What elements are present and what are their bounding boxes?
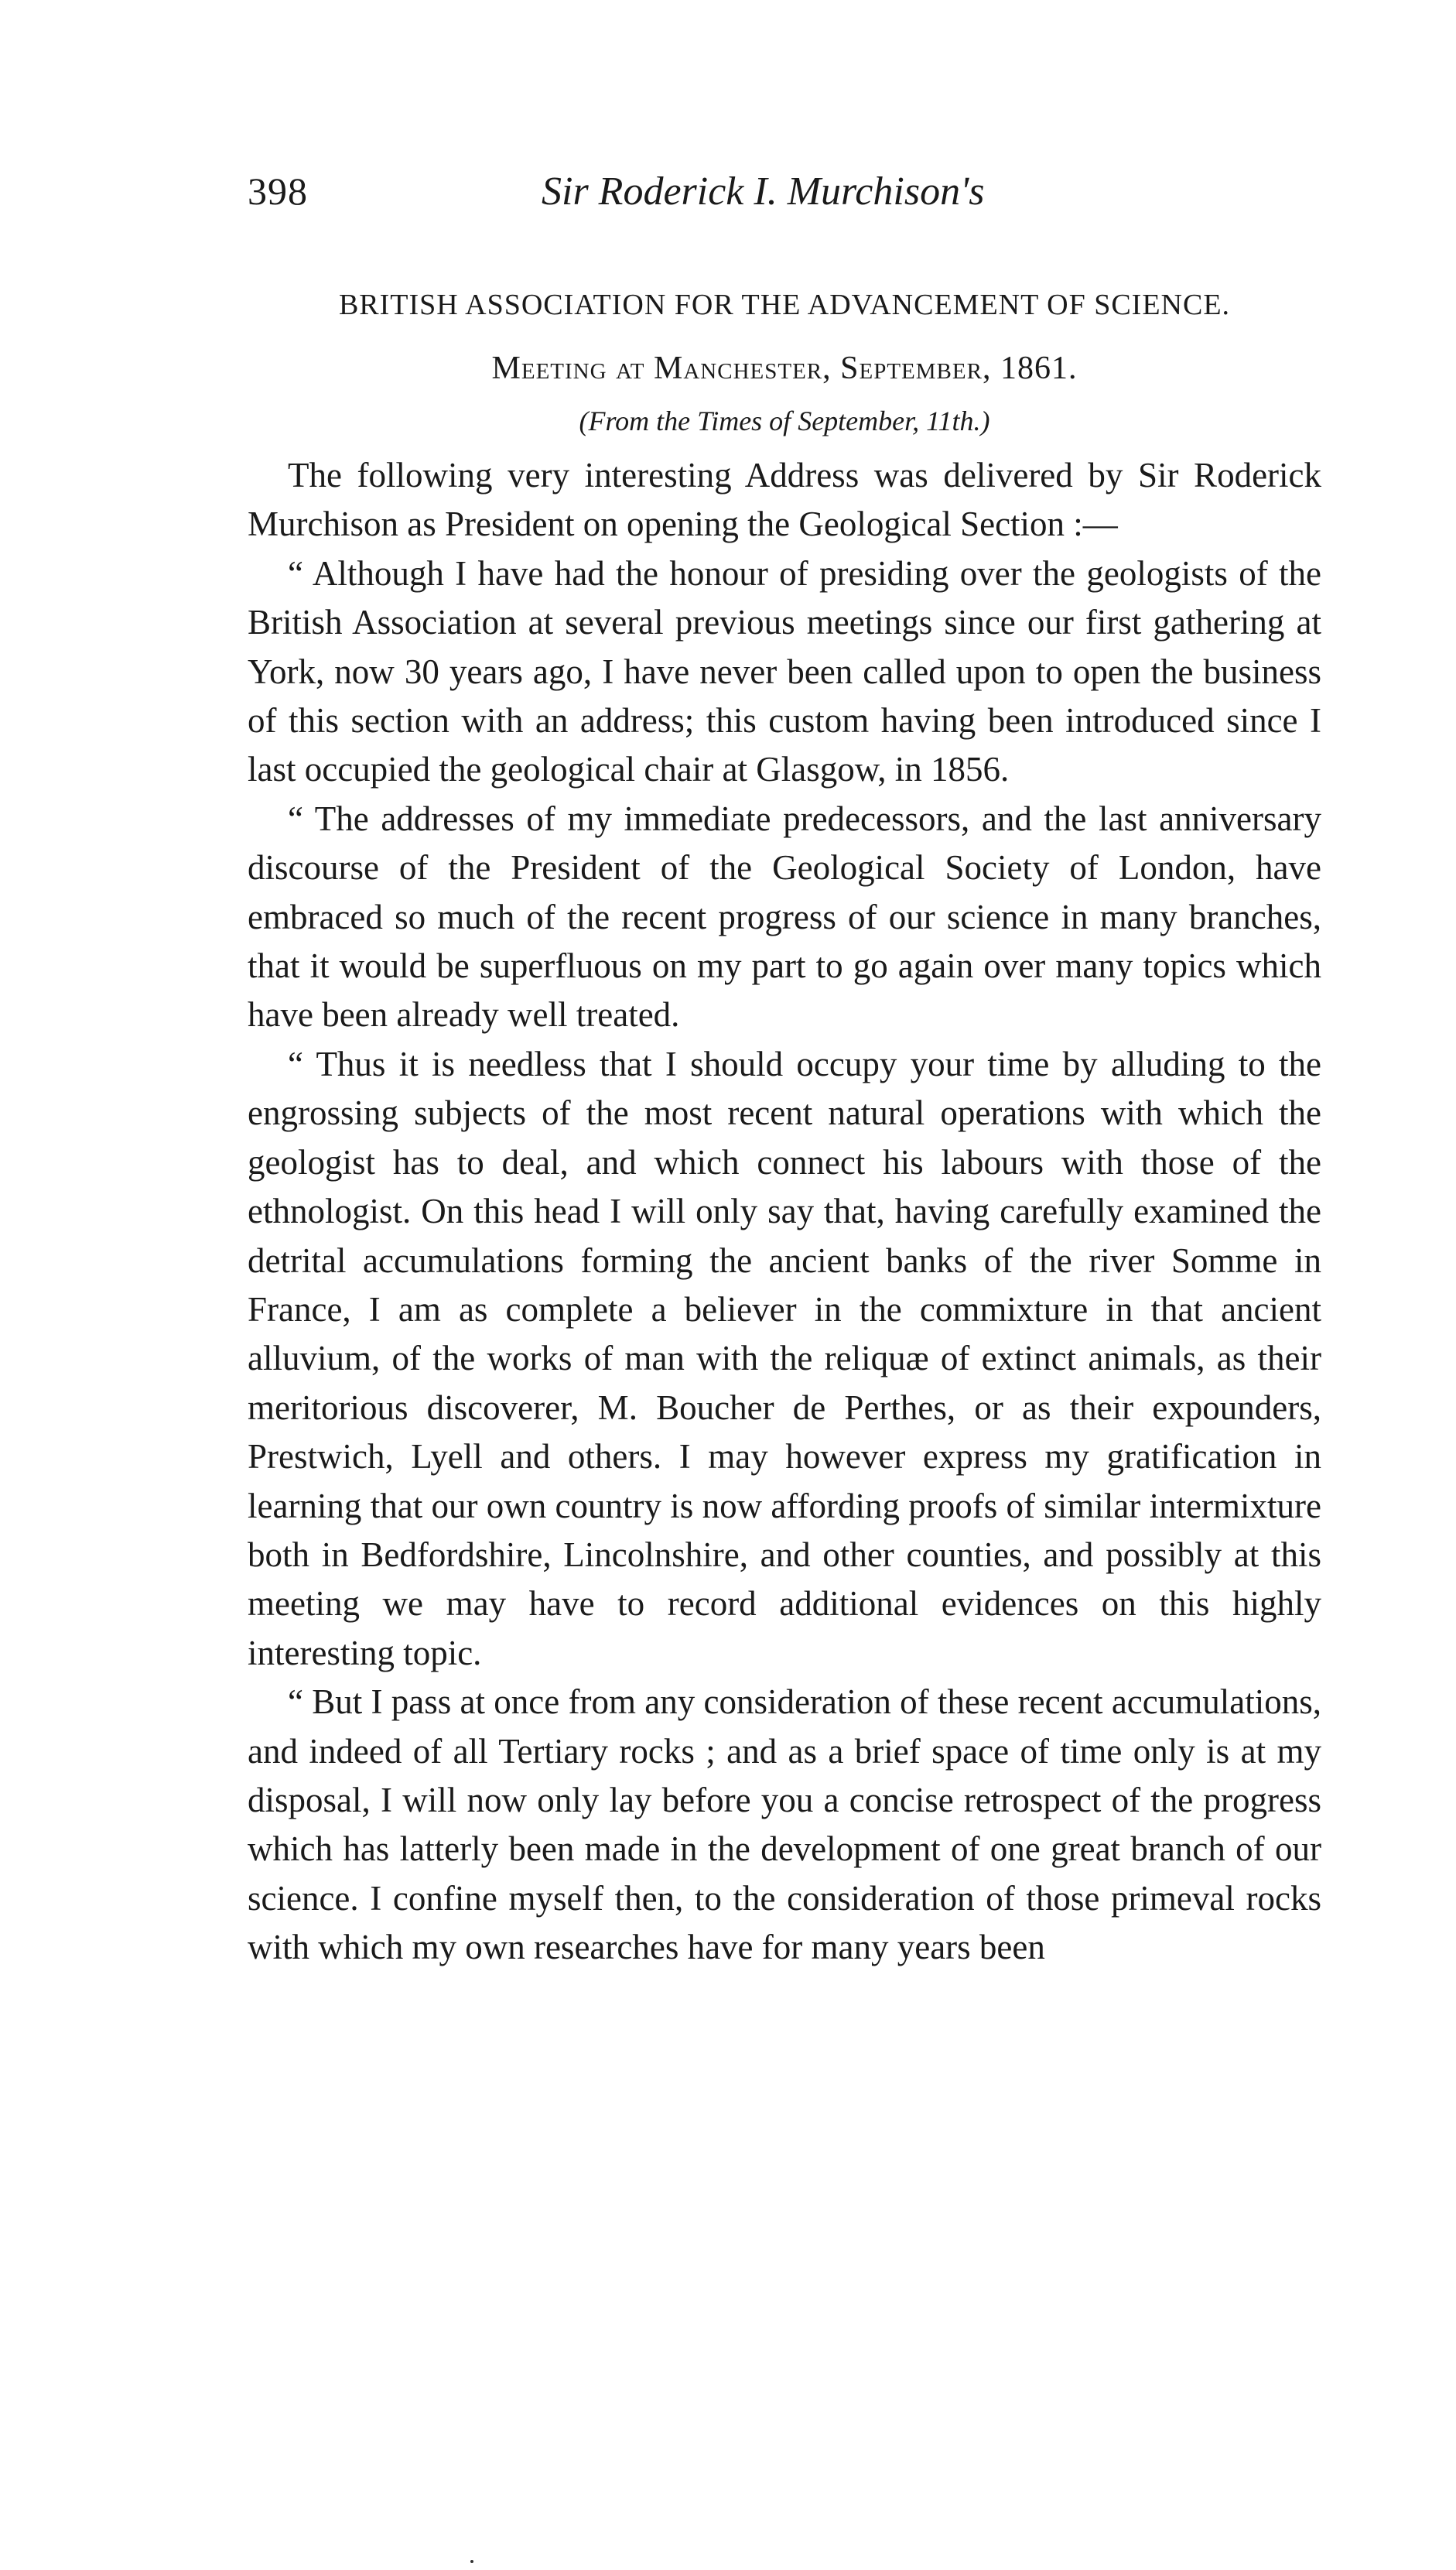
- book-page: [248, 0, 1321, 2570]
- running-head: [248, 169, 1321, 223]
- paragraph-intro: The following very interesting Address was delivered by Sir Roderick Murchison as President on opening the Geological Section :—: [248, 456, 1321, 544]
- article-source: (From the Times of September, 11th.): [579, 406, 990, 436]
- paragraph-addresses: “ The addresses of my immediate predecessors, and the last anniversary discourse of the President of the Geological Society of London, have embraced so much of the recent progress of our science in many branches, that it would be superfluous on my part to go again over many topics which have been already well treated.: [248, 799, 1321, 1035]
- running-title: Sir Roderick I. Murchison's: [542, 169, 985, 214]
- article-heading: BRITISH ASSOCIATION FOR THE ADVANCEMENT OF SCIENCE.: [338, 289, 1231, 321]
- paragraph-ethnologist: “ Thus it is needless that I should occupy your time by alluding to the engrossing subjects of the most recent natural operations with which the geologist has to deal, and which connect his labours with those of the ethnologist. On this head I will only say that, having carefully examined the detrital accumulations forming the ancient banks of the river Somme in France, I am as complete a believer in the commixture in that ancient alluvium, of the works of man with the reliquæ of extinct animals, as their meritorious discoverer, M. Boucher de Perthes, or as their expounders, Prestwich, Lyell and others. I may however express my gratification in learning that our own country is now affording proofs of similar intermixture both in Bedfordshire, Lincolnshire, and other counties, and possibly at this meeting we may have to record additional evidences on this highly interesting topic.: [248, 1044, 1321, 1672]
- article-body: [248, 451, 1321, 1973]
- page-number: 398: [248, 169, 308, 213]
- paragraph-honour: “ Although I have had the honour of presiding over the geologists of the British Association at several previous meetings since our first gathering at York, now 30 years ago, I have never been called upon to open the business of this section with an address; this custom having been introduced since I last occupied the geological chair at Glasgow, in 1856.: [248, 553, 1321, 789]
- paragraph-primeval-rocks: “ But I pass at once from any consideration of these recent accumulations, and indeed of all Tertiary rocks ; and as a brief space of time only is at my disposal, I will now only lay before you a concise retrospect of the progress which has latterly been made in the development of one great branch of our science. I confine myself then, to the consideration of those primeval rocks with which my own researches have for many years been: [248, 1682, 1321, 1967]
- print-speck: [470, 2560, 473, 2563]
- article-subheading: Meeting at Manchester, September, 1861.: [491, 351, 1078, 386]
